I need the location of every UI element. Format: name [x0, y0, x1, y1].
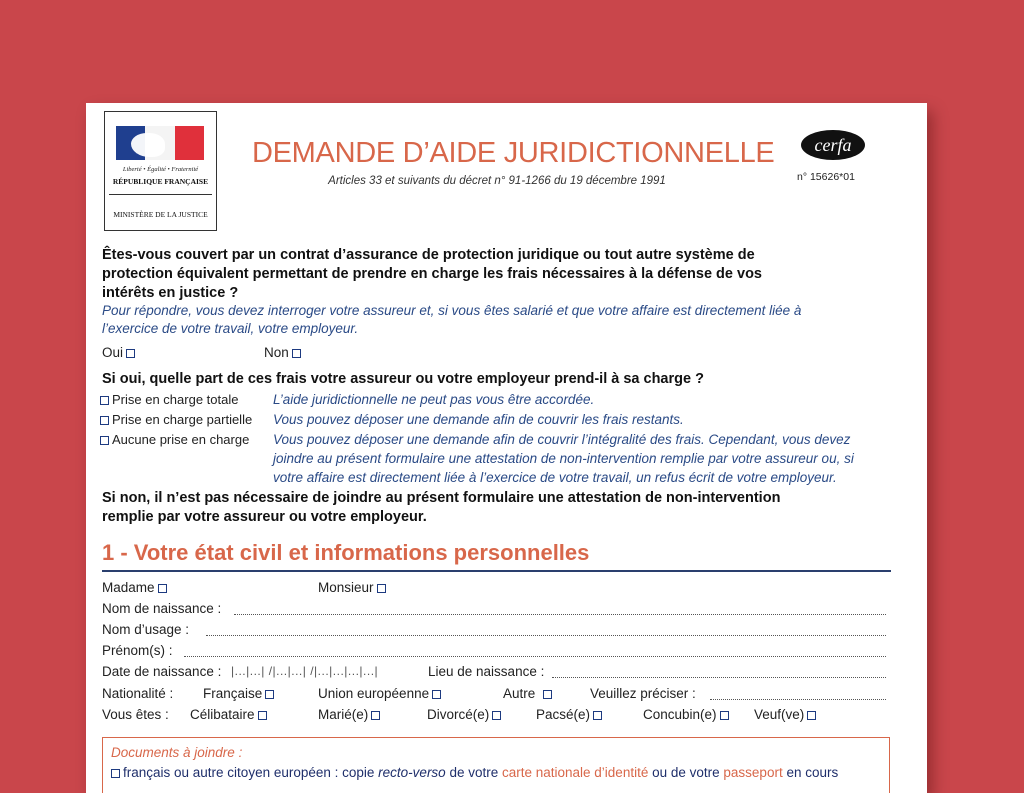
- option-total-label: Prise en charge totale: [112, 392, 239, 407]
- doc-text-g: en cours: [782, 765, 839, 780]
- documents-title: Documents à joindre :: [111, 745, 243, 760]
- cerfa-number: n° 15626*01: [797, 171, 855, 183]
- doc-text-b: recto-verso: [378, 765, 446, 780]
- doc-passport: passeport: [723, 765, 783, 780]
- doc-text-a: français ou autre citoyen européen : copie: [123, 765, 379, 780]
- status-widowed-label: Veuf(ve): [754, 707, 805, 722]
- no-checkbox[interactable]: [292, 349, 301, 358]
- usage-name-field[interactable]: [206, 634, 886, 636]
- if-not-text-2: remplie par votre assureur ou votre employeur.: [102, 509, 427, 525]
- status-divorced-checkbox[interactable]: [492, 711, 501, 720]
- madame-checkbox[interactable]: [158, 584, 167, 593]
- flag-icon: [116, 126, 204, 160]
- status-divorced[interactable]: [427, 707, 504, 722]
- birth-name-label: Nom de naissance :: [102, 601, 222, 616]
- option-none-note-3: votre affaire est directement liée à l’exercice de votre travail, un refus écrit de votre employeur.: [273, 470, 837, 485]
- insurance-help-1: Pour répondre, vous devez interroger votre assureur et, si vous êtes salarié et que votre affaire est directement liée à: [102, 303, 802, 318]
- option-none-note-2: joindre au présent formulaire une attestation de non-intervention remplie par votre assureur ou, si: [273, 451, 854, 466]
- insurance-help-2: l’exercice de votre travail, votre employeur.: [102, 321, 359, 336]
- nationality-eu[interactable]: [318, 686, 444, 701]
- usage-name-label: Nom d’usage :: [102, 622, 190, 637]
- madame-label: Madame: [102, 580, 155, 595]
- status-single-label: Célibataire: [190, 707, 255, 722]
- no-label: Non: [264, 345, 289, 360]
- total-checkbox[interactable]: [100, 396, 109, 405]
- nationality-french-checkbox[interactable]: [265, 690, 274, 699]
- status-pacs[interactable]: [536, 707, 605, 722]
- birth-date-label: Date de naissance :: [102, 664, 222, 679]
- nationality-eu-checkbox[interactable]: [432, 690, 441, 699]
- cerfa-logo: cerfa: [801, 130, 865, 160]
- specify-label: Veuillez préciser :: [590, 686, 696, 701]
- logo-republic: RÉPUBLIQUE FRANÇAISE: [112, 177, 209, 186]
- nationality-other-checkbox[interactable]: [543, 690, 552, 699]
- marianne-logo: [104, 111, 217, 231]
- documents-checkbox[interactable]: [111, 769, 120, 778]
- yes-checkbox[interactable]: [126, 349, 135, 358]
- status-single[interactable]: [190, 707, 270, 722]
- status-married-label: Marié(e): [318, 707, 369, 722]
- form-page: [86, 103, 927, 793]
- logo-motto: Liberté • Égalité • Fraternité: [122, 166, 199, 173]
- documents-line[interactable]: [111, 765, 838, 780]
- nationality-french[interactable]: [203, 686, 277, 701]
- you-are-label: Vous êtes :: [102, 707, 169, 722]
- status-widowed-checkbox[interactable]: [807, 711, 816, 720]
- partial-checkbox[interactable]: [100, 416, 109, 425]
- form-subtitle: Articles 33 et suivants du décret n° 91-1266 du 19 décembre 1991: [328, 175, 666, 187]
- birth-place-field[interactable]: [552, 676, 886, 678]
- section-1-title: 1 - Votre état civil et informations personnelles: [102, 540, 590, 565]
- monsieur-label: Monsieur: [318, 580, 374, 595]
- option-partial-label: Prise en charge partielle: [112, 412, 253, 427]
- section-divider: [102, 570, 891, 572]
- status-widowed[interactable]: [754, 707, 819, 722]
- option-partial-note: Vous pouvez déposer une demande afin de couvrir les frais restants.: [273, 412, 684, 427]
- birth-date-field[interactable]: |...|...| /|...|...| /|...|...|...|...|: [231, 664, 379, 678]
- madame-option[interactable]: [102, 580, 170, 595]
- status-cohabiting-checkbox[interactable]: [720, 711, 729, 720]
- option-partial[interactable]: [100, 412, 252, 427]
- status-pacs-label: Pacsé(e): [536, 707, 591, 722]
- first-names-label: Prénom(s) :: [102, 643, 173, 658]
- nationality-eu-label: Union européenne: [318, 686, 430, 701]
- status-married[interactable]: [318, 707, 383, 722]
- doc-text-c: de votre: [445, 765, 502, 780]
- birth-place-label: Lieu de naissance :: [428, 664, 545, 679]
- option-none[interactable]: [100, 432, 249, 447]
- nationality-label: Nationalité :: [102, 686, 174, 701]
- doc-text-e: ou de votre: [648, 765, 724, 780]
- option-none-label: Aucune prise en charge: [112, 432, 250, 447]
- monsieur-checkbox[interactable]: [377, 584, 386, 593]
- insurance-question-2: protection équivalent permettant de prendre en charge les frais nécessaires à la défense de vos: [102, 266, 762, 282]
- nationality-other[interactable]: [503, 686, 555, 701]
- monsieur-option[interactable]: [318, 580, 389, 595]
- status-cohabiting-label: Concubin(e): [643, 707, 717, 722]
- first-names-field[interactable]: [184, 655, 886, 657]
- status-pacs-checkbox[interactable]: [593, 711, 602, 720]
- none-checkbox[interactable]: [100, 436, 109, 445]
- option-none-note-1: Vous pouvez déposer une demande afin de couvrir l’intégralité des frais. Cependant, vous devez: [273, 432, 851, 447]
- insurance-question-3: intérêts en justice ?: [102, 285, 239, 301]
- doc-id-card: carte nationale d’identité: [501, 765, 649, 780]
- nationality-other-label: Autre: [503, 686, 536, 701]
- if-not-text-1: Si non, il n’est pas nécessaire de joindre au présent formulaire une attestation de non-intervention: [102, 490, 781, 506]
- logo-ministry: MINISTÈRE DE LA JUSTICE: [113, 210, 208, 219]
- status-married-checkbox[interactable]: [371, 711, 380, 720]
- option-total-note: L’aide juridictionnelle ne peut pas vous être accordée.: [273, 392, 595, 407]
- birth-name-field[interactable]: [234, 613, 886, 615]
- status-cohabiting[interactable]: [643, 707, 732, 722]
- share-question: Si oui, quelle part de ces frais votre assureur ou votre employeur prend-il à sa charge ?: [102, 371, 704, 387]
- nationality-french-label: Française: [203, 686, 263, 701]
- status-divorced-label: Divorcé(e): [427, 707, 490, 722]
- status-single-checkbox[interactable]: [258, 711, 267, 720]
- specify-field[interactable]: [710, 698, 886, 700]
- yes-label: Oui: [102, 345, 124, 360]
- documents-box: [102, 737, 890, 793]
- option-total[interactable]: [100, 392, 238, 407]
- insurance-question-1: Êtes-vous couvert par un contrat d’assurance de protection juridique ou tout autre système de: [102, 247, 755, 263]
- form-title: DEMANDE D’AIDE JURIDICTIONNELLE: [252, 137, 775, 169]
- no-option[interactable]: [264, 345, 304, 360]
- yes-option[interactable]: [102, 345, 138, 360]
